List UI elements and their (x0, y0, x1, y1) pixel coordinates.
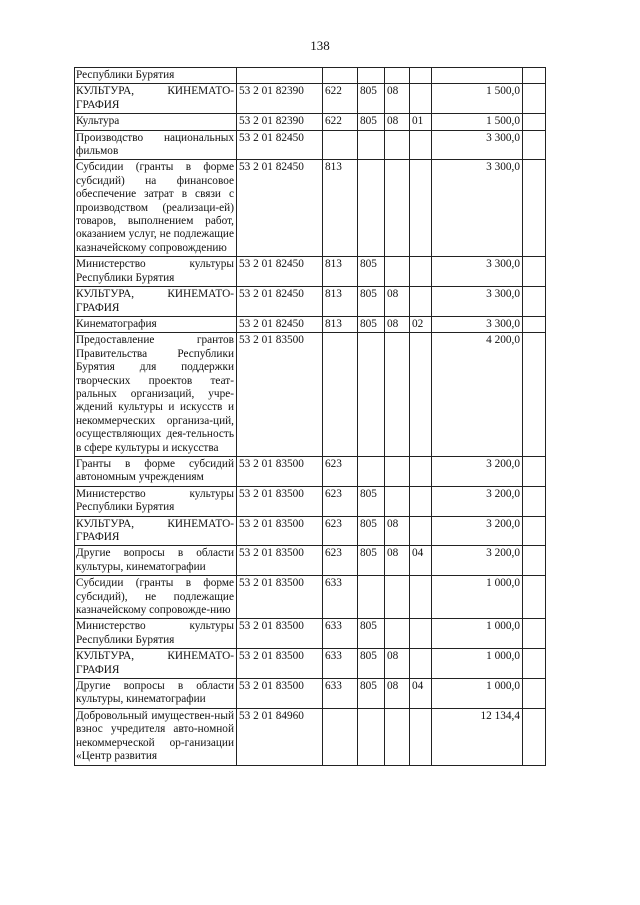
row-vr: 633 (323, 649, 358, 679)
row-extra (523, 160, 546, 257)
row-rz (385, 486, 410, 516)
table-row (75, 130, 546, 160)
row-amount: 3 300,0 (432, 130, 523, 160)
row-grbs: 805 (358, 546, 385, 576)
row-grbs: 805 (358, 679, 385, 709)
row-code: 53 2 01 83500 (237, 619, 323, 649)
row-grbs (358, 456, 385, 486)
row-code: 53 2 01 82450 (237, 287, 323, 317)
row-code: 53 2 01 83500 (237, 486, 323, 516)
row-name: Гранты в форме субсидий автономным учреждениям (75, 456, 237, 486)
row-code (237, 68, 323, 84)
row-pr (410, 257, 432, 287)
row-amount (432, 68, 523, 84)
row-name: Производство национальных фильмов (75, 130, 237, 160)
table-row (75, 333, 546, 457)
page-number: 138 (310, 38, 330, 53)
row-pr (410, 68, 432, 84)
row-vr: 623 (323, 546, 358, 576)
row-grbs: 805 (358, 316, 385, 332)
row-pr (410, 160, 432, 257)
row-vr: 813 (323, 160, 358, 257)
row-rz: 08 (385, 546, 410, 576)
table-row (75, 456, 546, 486)
row-pr (410, 516, 432, 546)
row-extra (523, 68, 546, 84)
table-row (75, 546, 546, 576)
row-rz (385, 456, 410, 486)
row-vr: 633 (323, 679, 358, 709)
row-rz: 08 (385, 649, 410, 679)
row-grbs: 805 (358, 516, 385, 546)
row-rz: 08 (385, 84, 410, 114)
table-row (75, 114, 546, 130)
row-pr (410, 456, 432, 486)
table-row (75, 619, 546, 649)
row-amount: 1 000,0 (432, 576, 523, 619)
row-name: Культура (75, 114, 237, 130)
row-name: КУЛЬТУРА, КИНЕМАТО-ГРАФИЯ (75, 516, 237, 546)
table-row (75, 516, 546, 546)
row-vr (323, 130, 358, 160)
row-rz: 08 (385, 516, 410, 546)
row-pr (410, 486, 432, 516)
row-code: 53 2 01 82390 (237, 84, 323, 114)
row-name: Другие вопросы в области культуры, кинематографии (75, 679, 237, 709)
row-vr: 623 (323, 456, 358, 486)
table-row (75, 708, 546, 765)
row-grbs (358, 333, 385, 457)
row-grbs: 805 (358, 619, 385, 649)
row-vr: 622 (323, 114, 358, 130)
row-extra (523, 130, 546, 160)
row-pr (410, 130, 432, 160)
row-extra (523, 316, 546, 332)
row-rz: 08 (385, 316, 410, 332)
table-row (75, 68, 546, 84)
row-pr (410, 333, 432, 457)
row-name: Субсидии (гранты в форме субсидий) на финансовое обеспечение затрат в связи с производством (реализаци-ей) товаров, выполнением работ, оказанием услуг, не подлежащие казначейскому сопровождению (75, 160, 237, 257)
table-row (75, 257, 546, 287)
row-grbs (358, 160, 385, 257)
row-code: 53 2 01 83500 (237, 456, 323, 486)
row-amount: 1 500,0 (432, 114, 523, 130)
row-name: КУЛЬТУРА, КИНЕМАТО-ГРАФИЯ (75, 287, 237, 317)
row-extra (523, 257, 546, 287)
row-amount: 4 200,0 (432, 333, 523, 457)
row-pr (410, 708, 432, 765)
row-amount: 3 200,0 (432, 456, 523, 486)
row-rz (385, 333, 410, 457)
row-pr: 02 (410, 316, 432, 332)
budget-table (74, 67, 546, 766)
row-grbs: 805 (358, 114, 385, 130)
row-rz: 08 (385, 679, 410, 709)
row-name: Республики Бурятия (75, 68, 237, 84)
row-amount: 12 134,4 (432, 708, 523, 765)
table-row (75, 160, 546, 257)
table-row (75, 316, 546, 332)
row-name: Другие вопросы в области культуры, кинематографии (75, 546, 237, 576)
row-pr: 04 (410, 546, 432, 576)
row-rz (385, 576, 410, 619)
row-vr: 813 (323, 316, 358, 332)
table-row (75, 486, 546, 516)
row-code: 53 2 01 83500 (237, 333, 323, 457)
row-pr: 04 (410, 679, 432, 709)
row-rz (385, 257, 410, 287)
row-name: Министерство культуры Республики Бурятия (75, 486, 237, 516)
row-amount: 3 300,0 (432, 257, 523, 287)
row-extra (523, 333, 546, 457)
table-row (75, 679, 546, 709)
row-vr: 813 (323, 287, 358, 317)
row-extra (523, 546, 546, 576)
row-name: КУЛЬТУРА, КИНЕМАТО-ГРАФИЯ (75, 649, 237, 679)
row-rz (385, 68, 410, 84)
row-grbs: 805 (358, 649, 385, 679)
row-name: Министерство культуры Республики Бурятия (75, 257, 237, 287)
table-row (75, 84, 546, 114)
row-vr: 623 (323, 516, 358, 546)
row-extra (523, 114, 546, 130)
row-code: 53 2 01 82390 (237, 114, 323, 130)
row-name: КУЛЬТУРА, КИНЕМАТО-ГРАФИЯ (75, 84, 237, 114)
row-amount: 3 200,0 (432, 486, 523, 516)
row-rz: 08 (385, 287, 410, 317)
row-name: Субсидии (гранты в форме субсидий), не подлежащие казначейскому сопровожде-нию (75, 576, 237, 619)
row-extra (523, 84, 546, 114)
row-code: 53 2 01 82450 (237, 257, 323, 287)
row-pr (410, 576, 432, 619)
row-extra (523, 287, 546, 317)
row-vr: 623 (323, 486, 358, 516)
row-amount: 3 300,0 (432, 160, 523, 257)
row-extra (523, 516, 546, 546)
row-extra (523, 708, 546, 765)
row-name: Добровольный имуществен-ный взнос учредителя авто-номной некоммерческой ор-ганизации «Центр развития (75, 708, 237, 765)
row-amount: 3 300,0 (432, 316, 523, 332)
table-row (75, 287, 546, 317)
row-grbs: 805 (358, 257, 385, 287)
row-code: 53 2 01 83500 (237, 679, 323, 709)
row-amount: 1 000,0 (432, 649, 523, 679)
row-extra (523, 576, 546, 619)
row-grbs: 805 (358, 486, 385, 516)
row-code: 53 2 01 82450 (237, 160, 323, 257)
row-grbs (358, 576, 385, 619)
row-pr (410, 84, 432, 114)
row-grbs (358, 708, 385, 765)
row-rz (385, 619, 410, 649)
row-code: 53 2 01 83500 (237, 546, 323, 576)
row-amount: 1 000,0 (432, 679, 523, 709)
row-vr (323, 68, 358, 84)
row-code: 53 2 01 84960 (237, 708, 323, 765)
row-extra (523, 619, 546, 649)
row-rz (385, 708, 410, 765)
table-row (75, 649, 546, 679)
row-code: 53 2 01 82450 (237, 316, 323, 332)
row-code: 53 2 01 83500 (237, 516, 323, 546)
table-body (75, 68, 546, 766)
row-grbs: 805 (358, 84, 385, 114)
row-code: 53 2 01 83500 (237, 649, 323, 679)
row-grbs (358, 130, 385, 160)
row-grbs (358, 68, 385, 84)
row-vr: 633 (323, 576, 358, 619)
row-pr (410, 649, 432, 679)
row-extra (523, 679, 546, 709)
row-extra (523, 649, 546, 679)
row-rz (385, 130, 410, 160)
row-name: Предоставление грантов Правительства Республики Бурятия для поддержки творческих проектов теат-ральных организаций, учре-ждений культуры и искусств и некоммерческих организа-ций, осуществляющих дея-тельность в сфере культуры и искусства (75, 333, 237, 457)
table-row (75, 576, 546, 619)
row-code: 53 2 01 83500 (237, 576, 323, 619)
row-code: 53 2 01 82450 (237, 130, 323, 160)
row-pr (410, 287, 432, 317)
row-name: Министерство культуры Республики Бурятия (75, 619, 237, 649)
row-vr: 813 (323, 257, 358, 287)
row-extra (523, 456, 546, 486)
row-vr (323, 333, 358, 457)
row-rz (385, 160, 410, 257)
row-grbs: 805 (358, 287, 385, 317)
row-amount: 1 500,0 (432, 84, 523, 114)
row-vr: 633 (323, 619, 358, 649)
row-rz: 08 (385, 114, 410, 130)
row-pr: 01 (410, 114, 432, 130)
row-extra (523, 486, 546, 516)
row-vr (323, 708, 358, 765)
row-amount: 3 300,0 (432, 287, 523, 317)
row-pr (410, 619, 432, 649)
row-name: Кинематография (75, 316, 237, 332)
row-vr: 622 (323, 84, 358, 114)
row-amount: 3 200,0 (432, 516, 523, 546)
row-amount: 3 200,0 (432, 546, 523, 576)
row-amount: 1 000,0 (432, 619, 523, 649)
